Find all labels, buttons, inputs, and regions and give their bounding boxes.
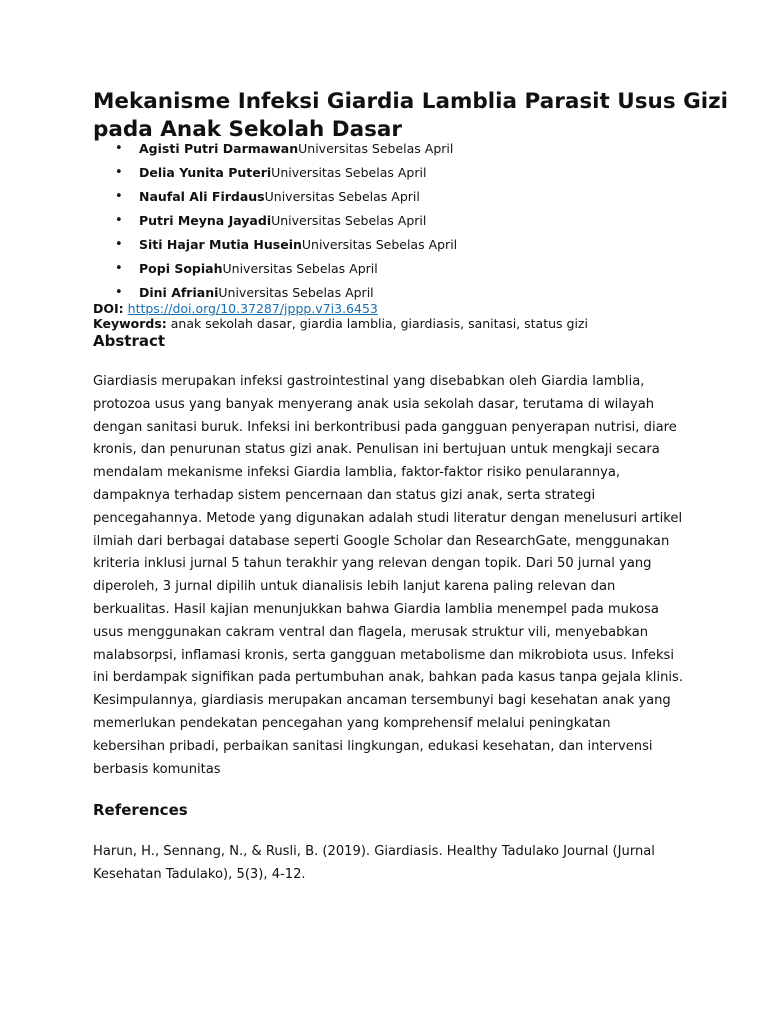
- doi-label: DOI:: [93, 301, 124, 316]
- author-list: [93, 138, 713, 306]
- article-title: Mekanisme Infeksi Giardia Lamblia Parasit Usus Gizi pada Anak Sekolah Dasar: [93, 89, 729, 142]
- author-name: Siti Hajar Mutia Husein: [139, 237, 302, 252]
- author-name: Dini Afriani: [139, 285, 219, 300]
- author-name: Agisti Putri Darmawan: [139, 141, 299, 156]
- bullet-icon: •: [115, 189, 123, 204]
- author-item: [93, 258, 713, 282]
- bullet-icon: •: [115, 165, 123, 180]
- author-item: [93, 210, 713, 234]
- author-name: Popi Sopiah: [139, 261, 223, 276]
- author-name: Putri Meyna Jayadi: [139, 213, 272, 228]
- reference-item: Harun, H., Sennang, N., & Rusli, B. (2019). Giardiasis. Healthy Tadulako Journal (Jurnal Kesehatan Tadulako), 5(3), 4-12.: [93, 844, 655, 882]
- author-affiliation: Universitas Sebelas April: [264, 189, 420, 204]
- author-affiliation: Universitas Sebelas April: [301, 237, 458, 252]
- bullet-icon: •: [115, 237, 123, 252]
- references-heading: References: [93, 801, 188, 819]
- keywords-value: anak sekolah dasar, giardia lamblia, giardiasis, sanitasi, status gizi: [170, 316, 588, 331]
- bullet-icon: •: [115, 261, 123, 276]
- author-affiliation: Universitas Sebelas April: [218, 285, 374, 300]
- author-affiliation: Universitas Sebelas April: [271, 165, 427, 180]
- bullet-icon: •: [115, 141, 123, 156]
- bullet-icon: •: [115, 285, 123, 300]
- author-affiliation: Universitas Sebelas April: [298, 141, 454, 156]
- doi-link[interactable]: https://doi.org/10.37287/jppp.v7i3.6453: [127, 301, 378, 316]
- author-affiliation: Universitas Sebelas April: [222, 261, 378, 276]
- author-item: [93, 234, 713, 258]
- abstract-text: Giardiasis merupakan infeksi gastrointestinal yang disebabkan oleh Giardia lamblia, protozoa usus yang banyak menyerang anak usia sekolah dasar, terutama di wilayah dengan sanitasi buruk. Infeksi ini berkontribusi pada gangguan penyerapan nutrisi, diare kronis, dan penurunan status gizi anak. Penulisan ini bertujuan untuk mengkaji secara mendalam mekanisme infeksi Giardia lamblia, faktor-faktor risiko penularannya, dampaknya terhadap sistem pencernaan dan status gizi anak, serta strategi pencegahannya. Metode yang digunakan adalah studi literatur dengan menelusuri artikel ilmiah dari berbagai database seperti Google Scholar dan ResearchGate, menggunakan kriteria inklusi jurnal 5 tahun terakhir yang relevan dengan topik. Dari 50 jurnal yang diperoleh, 3 jurnal dipilih untuk dianalisis lebih lanjut karena paling relevan dan berkualitas. Hasil kajian menunjukkan bahwa Giardia lamblia menempel pada mukosa usus menggunakan cakram ventral dan flagela, merusak struktur vili, menyebabkan malabsorpsi, inflamasi kronis, serta gangguan metabolisme dan mikrobiota usus. Infeksi ini berdampak signifikan pada pertumbuhan anak, bahkan pada kasus tanpa gejala klinis. Kesimpulannya, giardiasis merupakan ancaman tersembunyi bagi kesehatan anak yang memerlukan pendekatan pencegahan yang komprehensif melalui peningkatan kebersihan pribadi, perbaikan sanitasi lingkungan, edukasi kesehatan, dan intervensi berbasis komunitas: [93, 374, 684, 777]
- author-item: [93, 186, 713, 210]
- author-name: Delia Yunita Puteri: [139, 165, 272, 180]
- author-item: [93, 138, 713, 162]
- author-affiliation: Universitas Sebelas April: [271, 213, 427, 228]
- keywords-line: [93, 316, 588, 331]
- doi-line: [93, 301, 378, 316]
- author-item: [93, 162, 713, 186]
- bullet-icon: •: [115, 213, 123, 228]
- abstract-heading: Abstract: [93, 332, 166, 350]
- author-name: Naufal Ali Firdaus: [139, 189, 265, 204]
- keywords-label: Keywords:: [93, 316, 167, 331]
